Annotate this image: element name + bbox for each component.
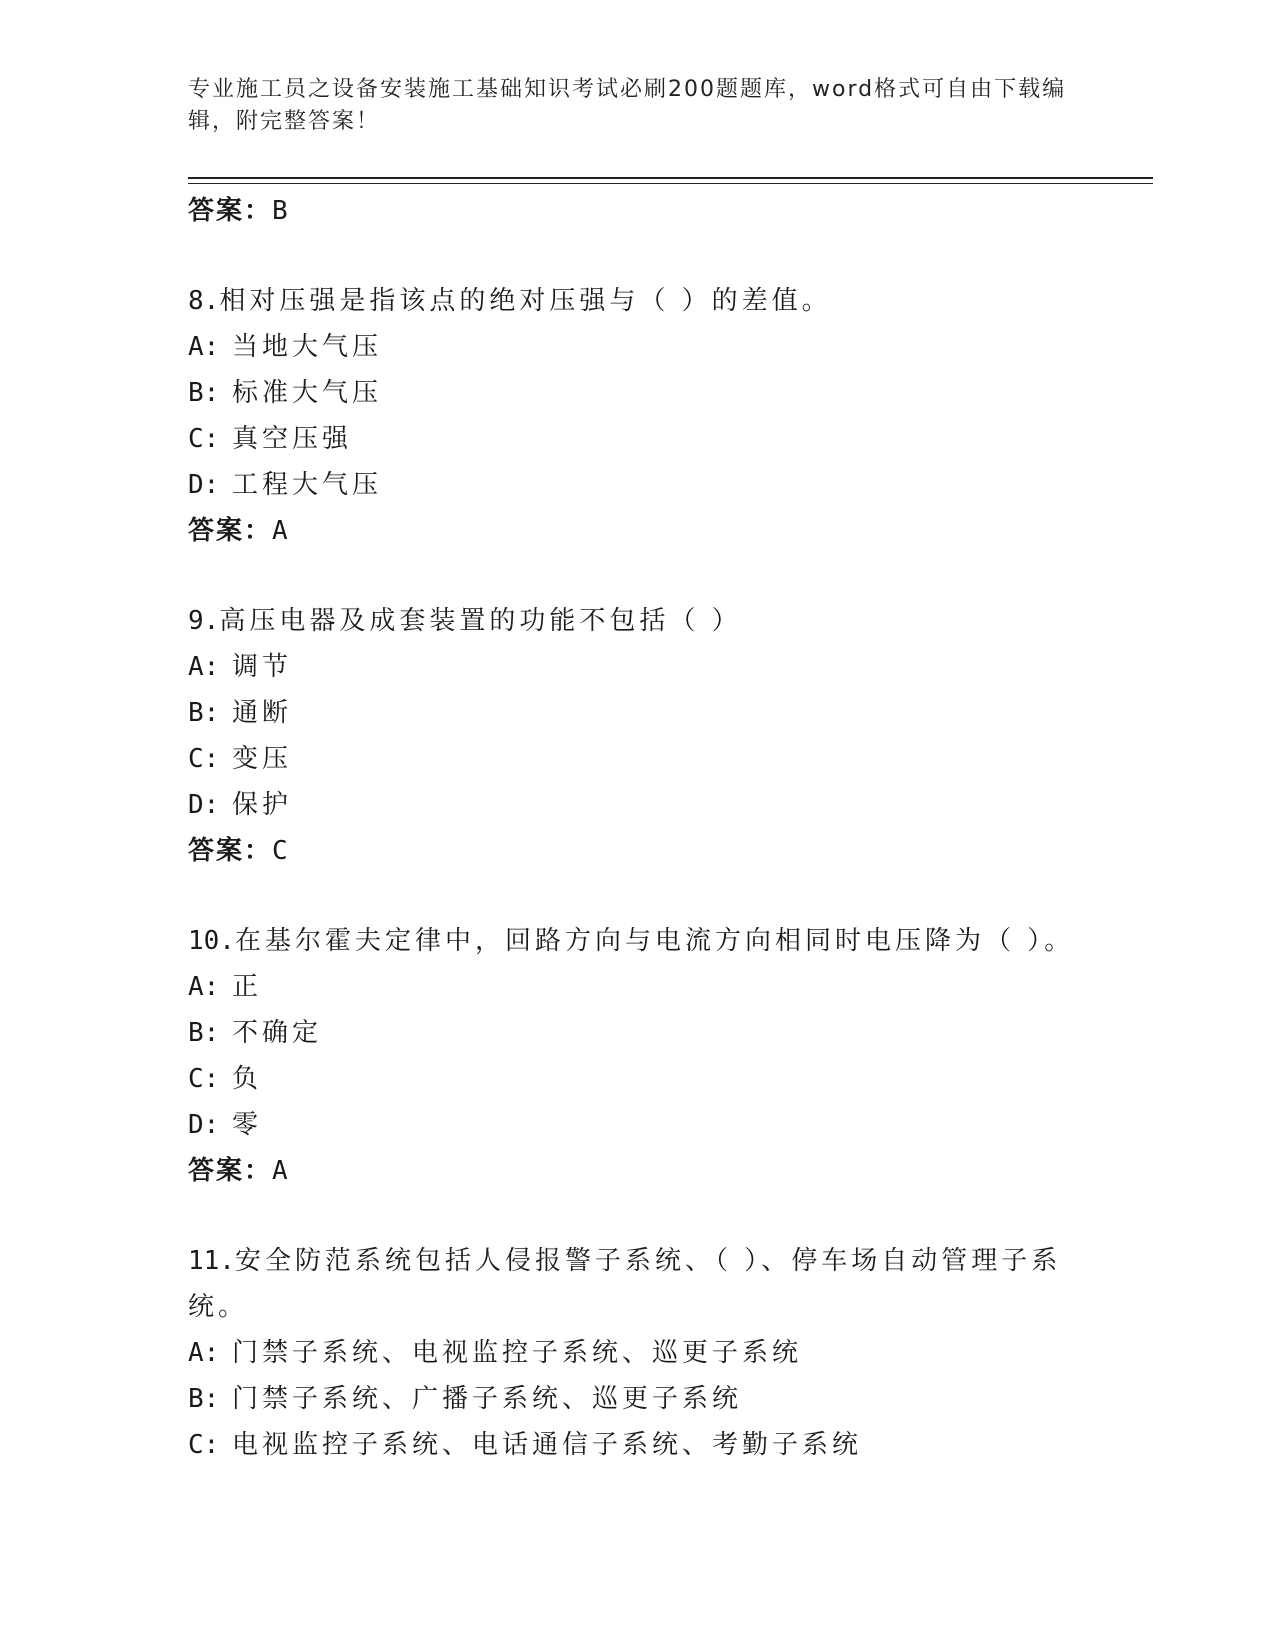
option-b [188, 1376, 1088, 1422]
option-letter: B: [188, 1384, 220, 1414]
question-stem: 安全防范系统包括人侵报警子系统、（ ）、停车场自动管理子系统。 [188, 1246, 1062, 1322]
answer-line [188, 508, 1088, 554]
option-letter: D: [188, 790, 220, 820]
question-text [188, 598, 1088, 644]
question-text [188, 1238, 1088, 1330]
option-d [188, 462, 1088, 508]
option-c [188, 736, 1088, 782]
question-9 [188, 598, 1088, 874]
option-text: 标准大气压 [232, 378, 383, 408]
question-text [188, 918, 1088, 964]
option-text: 通断 [232, 698, 293, 728]
option-text: 门禁子系统、电视监控子系统、巡更子系统 [232, 1338, 803, 1368]
question-text [188, 278, 1088, 324]
question-number: 9. [188, 606, 220, 636]
option-letter: C: [188, 424, 220, 454]
answer-value: B [272, 196, 290, 226]
document-content [188, 188, 1088, 1468]
answer-value: A [272, 1156, 290, 1186]
option-letter: C: [188, 1430, 220, 1460]
option-text: 工程大气压 [232, 470, 383, 500]
answer-value: C [272, 836, 290, 866]
option-b [188, 690, 1088, 736]
question-gap [188, 1194, 1088, 1238]
page-header: 专业施工员之设备安装施工基础知识考试必刷200题题库，word格式可自由下载编辑，附完整答案！ [188, 77, 1067, 134]
question-stem: 在基尔霍夫定律中，回路方向与电流方向相同时电压降为（ ）。 [234, 926, 1075, 956]
option-text: 电视监控子系统、电话通信子系统、考勤子系统 [232, 1430, 863, 1460]
option-a [188, 964, 1088, 1010]
answer-label: 答案： [188, 196, 273, 226]
question-10 [188, 918, 1088, 1194]
question-stem: 相对压强是指该点的绝对压强与（ ）的差值。 [219, 286, 832, 316]
option-c [188, 1056, 1088, 1102]
option-c [188, 416, 1088, 462]
option-b [188, 370, 1088, 416]
option-letter: A: [188, 652, 220, 682]
answer-line [188, 188, 1088, 234]
option-a [188, 644, 1088, 690]
question-gap [188, 234, 1088, 278]
option-text: 真空压强 [232, 424, 353, 454]
question-gap [188, 874, 1088, 918]
option-text: 正 [232, 972, 263, 1002]
header-rule-thick [188, 177, 1153, 179]
question-number: 8. [188, 286, 220, 316]
option-a [188, 324, 1088, 370]
option-c [188, 1422, 1088, 1468]
answer-label: 答案： [188, 836, 273, 866]
option-letter: C: [188, 744, 220, 774]
option-letter: A: [188, 1338, 220, 1368]
option-text: 不确定 [232, 1018, 323, 1048]
option-letter: C: [188, 1064, 220, 1094]
option-text: 调节 [232, 652, 293, 682]
option-letter: D: [188, 470, 220, 500]
question-8 [188, 278, 1088, 554]
question-gap [188, 554, 1088, 598]
option-letter: B: [188, 1018, 220, 1048]
option-b [188, 1010, 1088, 1056]
option-letter: D: [188, 1110, 220, 1140]
option-letter: A: [188, 332, 220, 362]
question-stem: 高压电器及成套装置的功能不包括（ ） [219, 606, 742, 636]
header-rule-thin [188, 183, 1153, 184]
option-d [188, 1102, 1088, 1148]
answer-value: A [272, 516, 290, 546]
question-number: 11. [188, 1246, 235, 1276]
answer-label: 答案： [188, 1156, 273, 1186]
option-text: 负 [232, 1064, 263, 1094]
option-letter: B: [188, 698, 220, 728]
option-text: 当地大气压 [232, 332, 383, 362]
answer-line [188, 828, 1088, 874]
option-letter: B: [188, 378, 220, 408]
option-text: 保护 [232, 790, 293, 820]
question-11 [188, 1238, 1088, 1468]
option-text: 变压 [232, 744, 293, 774]
answer-line [188, 1148, 1088, 1194]
answer-label: 答案： [188, 516, 273, 546]
option-d [188, 782, 1088, 828]
option-text: 零 [232, 1110, 263, 1140]
option-letter: A: [188, 972, 220, 1002]
option-a [188, 1330, 1088, 1376]
question-number: 10. [188, 926, 235, 956]
option-text: 门禁子系统、广播子系统、巡更子系统 [232, 1384, 743, 1414]
